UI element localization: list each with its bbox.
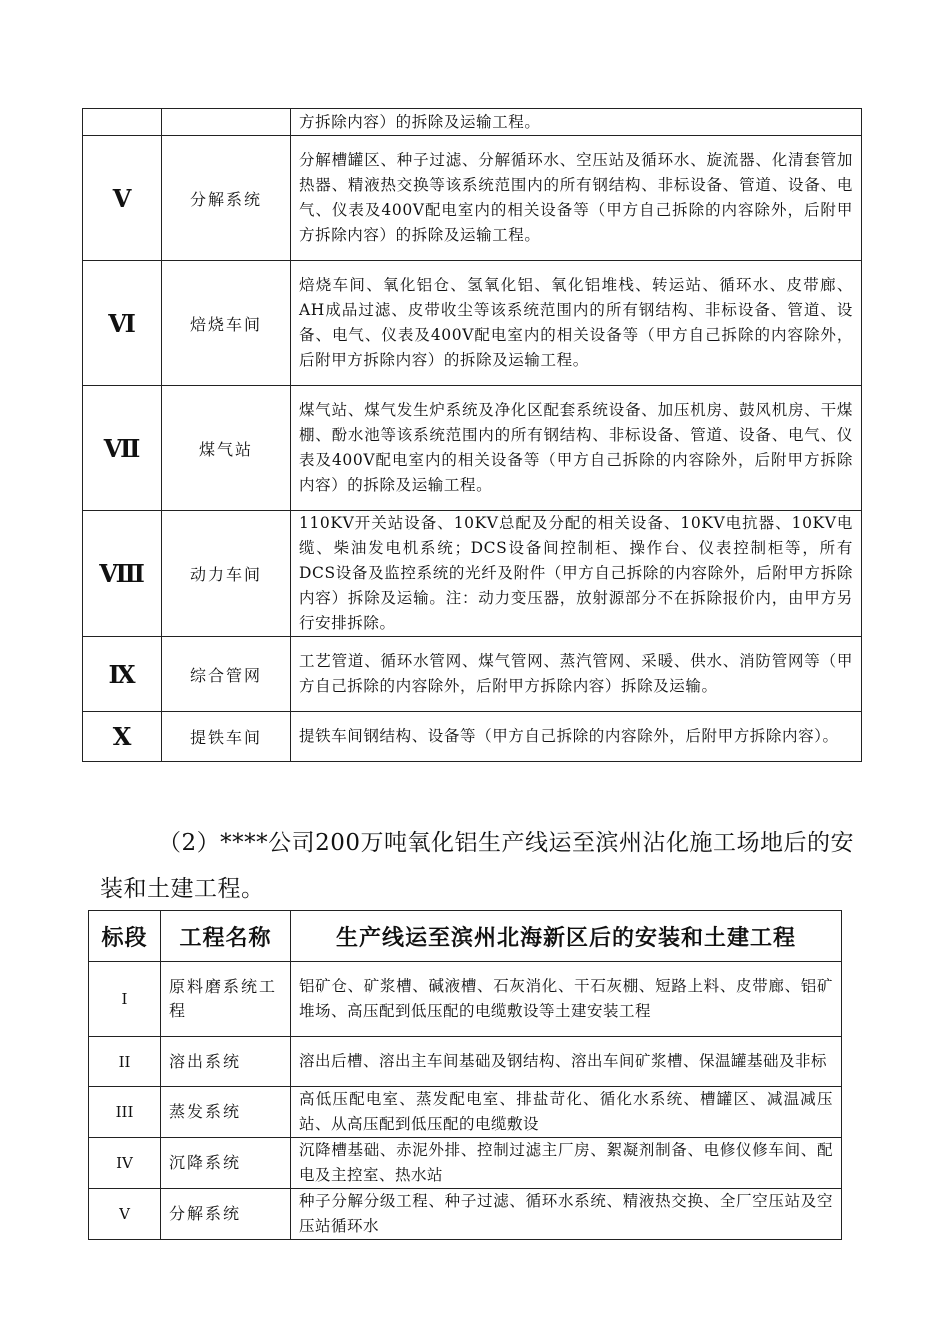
table-row [83, 386, 862, 511]
scope-description: 煤气站、煤气发生炉系统及净化区配套系统设备、加压机房、鼓风机房、干煤棚、酚水池等该系统范围内的所有钢结构、非标设备、管道、设备、电气、仪表及400V配电室内的相关设备等（甲方自己拆除的内容除外，后附甲方拆除内容）的拆除及运输工程。 [291, 386, 862, 511]
system-name: 提铁车间 [162, 712, 291, 762]
row-number: Ⅵ [83, 261, 162, 386]
section-heading [100, 820, 860, 912]
row-number: X [83, 712, 162, 762]
system-name [162, 109, 291, 136]
system-name: 煤气站 [162, 386, 291, 511]
project-name: 分解系统 [161, 1189, 291, 1240]
table-row [89, 1037, 842, 1087]
project-name: 原料磨系统工程 [161, 962, 291, 1037]
header-scope: 生产线运至滨州北海新区后的安装和土建工程 [291, 911, 842, 962]
project-name: 沉降系统 [161, 1138, 291, 1189]
scope-description: 溶出后槽、溶出主车间基础及钢结构、溶出车间矿浆槽、保温罐基础及非标 [291, 1037, 842, 1087]
scope-description: 高低压配电室、蒸发配电室、排盐苛化、循化水系统、槽罐区、减温减压站、从高压配到低压配的电缆敷设 [291, 1087, 842, 1138]
table-row [89, 1189, 842, 1240]
table-row [83, 136, 862, 261]
demolition-table [82, 108, 862, 762]
table-row [89, 1087, 842, 1138]
table-row [83, 511, 862, 637]
table-row [83, 261, 862, 386]
scope-description: 110KV开关站设备、10KV总配及分配的相关设备、10KV电抗器、10KV电缆、柴油发电机系统；DCS设备间控制柜、操作台、仪表控制柜等，所有DCS设备及监控系统的光纤及附件（甲方自己拆除的内容除外，后附甲方拆除内容）拆除及运输。注：动力变压器，放射源部分不在拆除报价内，由甲方另行安排拆除。 [291, 511, 862, 637]
scope-description: 方拆除内容）的拆除及运输工程。 [291, 109, 862, 136]
row-number: IV [89, 1138, 161, 1189]
scope-description: 焙烧车间、氧化铝仓、氢氧化铝、氧化铝堆栈、转运站、循环水、皮带廊、AH成品过滤、皮带收尘等该系统范围内的所有钢结构、非标设备、管道、设备、电气、仪表及400V配电室内的相关设备等（甲方自己拆除的内容除外，后附甲方拆除内容）的拆除及运输工程。 [291, 261, 862, 386]
table-header-row [89, 911, 842, 962]
header-project-name: 工程名称 [161, 911, 291, 962]
scope-description: 种子分解分级工程、种子过滤、循环水系统、精液热交换、全厂空压站及空压站循环水 [291, 1189, 842, 1240]
table-row [83, 637, 862, 712]
system-name: 分解系统 [162, 136, 291, 261]
row-number: Ⅶ [83, 386, 162, 511]
table-row [83, 712, 862, 762]
project-name: 蒸发系统 [161, 1087, 291, 1138]
section-heading-text: （2）****公司200万吨氧化铝生产线运至滨州沾化施工场地后的安装和土建工程。 [100, 830, 855, 902]
system-name: 综合管网 [162, 637, 291, 712]
row-number: Ⅷ [83, 511, 162, 637]
table-row [83, 109, 862, 136]
header-section: 标段 [89, 911, 161, 962]
row-number: V [83, 136, 162, 261]
scope-description: 分解槽罐区、种子过滤、分解循环水、空压站及循环水、旋流器、化清套管加热器、精液热交换等该系统范围内的所有钢结构、非标设备、管道、设备、电气、仪表及400V配电室内的相关设备等（甲方自己拆除的内容除外，后附甲方拆除内容）的拆除及运输工程。 [291, 136, 862, 261]
row-number: Ⅸ [83, 637, 162, 712]
system-name: 焙烧车间 [162, 261, 291, 386]
row-number: III [89, 1087, 161, 1138]
scope-description: 沉降槽基础、赤泥外排、控制过滤主厂房、絮凝剂制备、电修仪修车间、配电及主控室、热水站 [291, 1138, 842, 1189]
table-row [89, 962, 842, 1037]
row-number: V [89, 1189, 161, 1240]
system-name: 动力车间 [162, 511, 291, 637]
row-number: II [89, 1037, 161, 1087]
table-row [89, 1138, 842, 1189]
scope-description: 铝矿仓、矿浆槽、碱液槽、石灰消化、干石灰棚、短路上料、皮带廊、铝矿堆场、高压配到低压配的电缆敷设等土建安装工程 [291, 962, 842, 1037]
row-number [83, 109, 162, 136]
row-number: I [89, 962, 161, 1037]
scope-description: 提铁车间钢结构、设备等（甲方自己拆除的内容除外，后附甲方拆除内容）。 [291, 712, 862, 762]
scope-description: 工艺管道、循环水管网、煤气管网、蒸汽管网、采暖、供水、消防管网等（甲方自己拆除的内容除外，后附甲方拆除内容）拆除及运输。 [291, 637, 862, 712]
project-name: 溶出系统 [161, 1037, 291, 1087]
installation-table [88, 910, 842, 1240]
